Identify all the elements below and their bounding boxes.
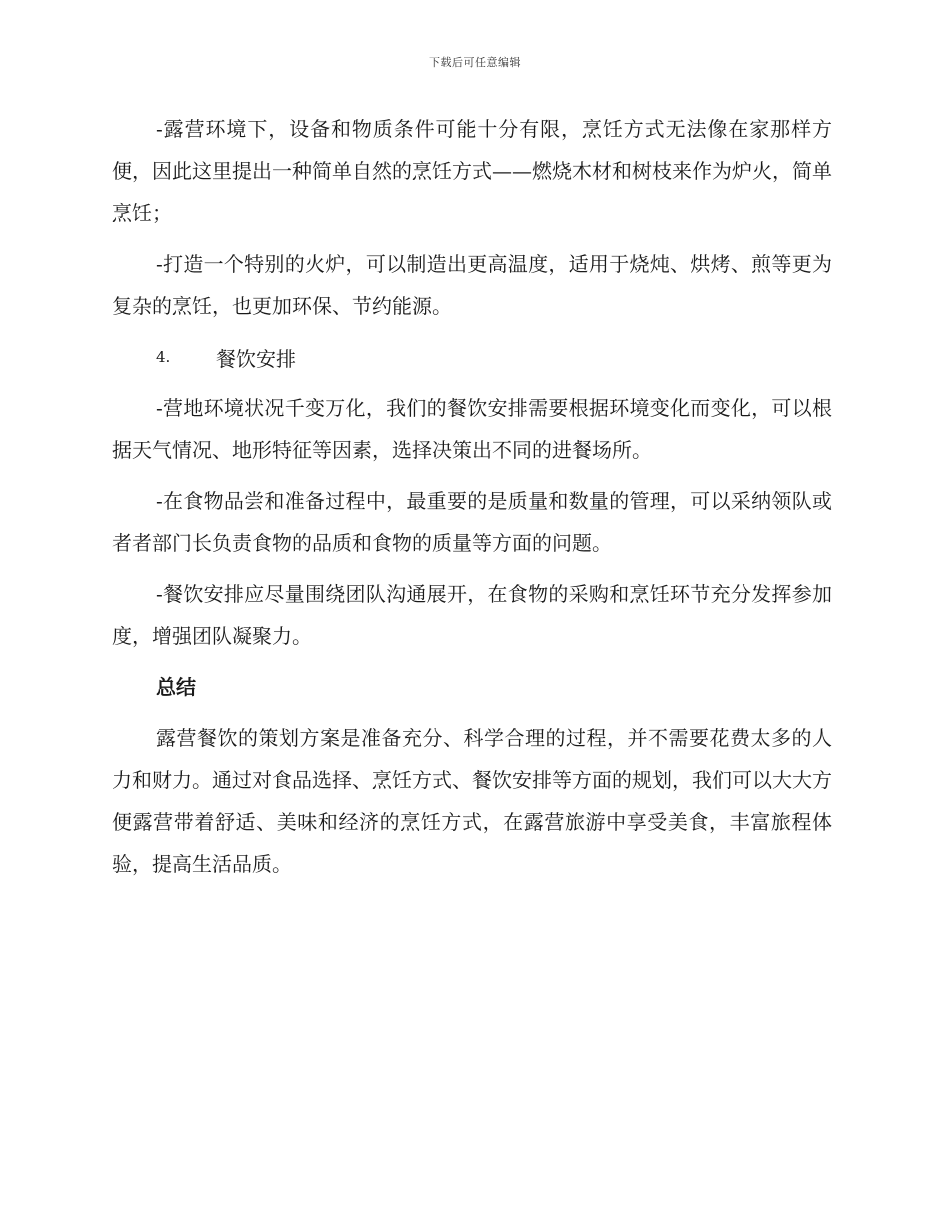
document-body xyxy=(112,108,832,894)
section-title: 餐饮安排 xyxy=(216,346,296,371)
summary-heading: 总结 xyxy=(156,675,196,699)
dining-item-2: -在食物品尝和准备过程中，最重要的是质量和数量的管理，可以采纳领队或者者部门长负责食物的品质和食物的质量等方面的问题。 xyxy=(112,489,832,555)
summary-paragraph: 露营餐饮的策划方案是准备充分、科学合理的过程，并不需要花费太多的人力和财力。通过对食品选择、烹饪方式、餐饮安排等方面的规划，我们可以大大方便露营带着舒适、美味和经济的烹饪方式，在露营旅游中享受美食，丰富旅程体验，提高生活品质。 xyxy=(112,726,832,876)
dining-item-1: -营地环境状况千变万化，我们的餐饮安排需要根据环境变化而变化，可以根据天气情况、地形特征等因素，选择决策出不同的进餐场所。 xyxy=(112,396,832,462)
cooking-item-2: -打造一个特别的火炉，可以制造出更高温度，适用于烧炖、烘烤、煎等更为复杂的烹饪，也更加环保、节约能源。 xyxy=(112,252,832,318)
cooking-item-1: -露营环境下，设备和物质条件可能十分有限，烹饪方式无法像在家那样方便，因此这里提出一种简单自然的烹饪方式——燃烧木材和树枝来作为炉火，简单烹饪； xyxy=(112,117,832,225)
header-note: 下载后可任意编辑 xyxy=(429,56,521,69)
dining-item-3: -餐饮安排应尽量围绕团队沟通展开，在食物的采购和烹饪环节充分发挥参加度，增强团队凝聚力。 xyxy=(112,582,832,648)
section-heading-dining xyxy=(112,336,832,378)
section-number: 4. xyxy=(156,348,171,366)
